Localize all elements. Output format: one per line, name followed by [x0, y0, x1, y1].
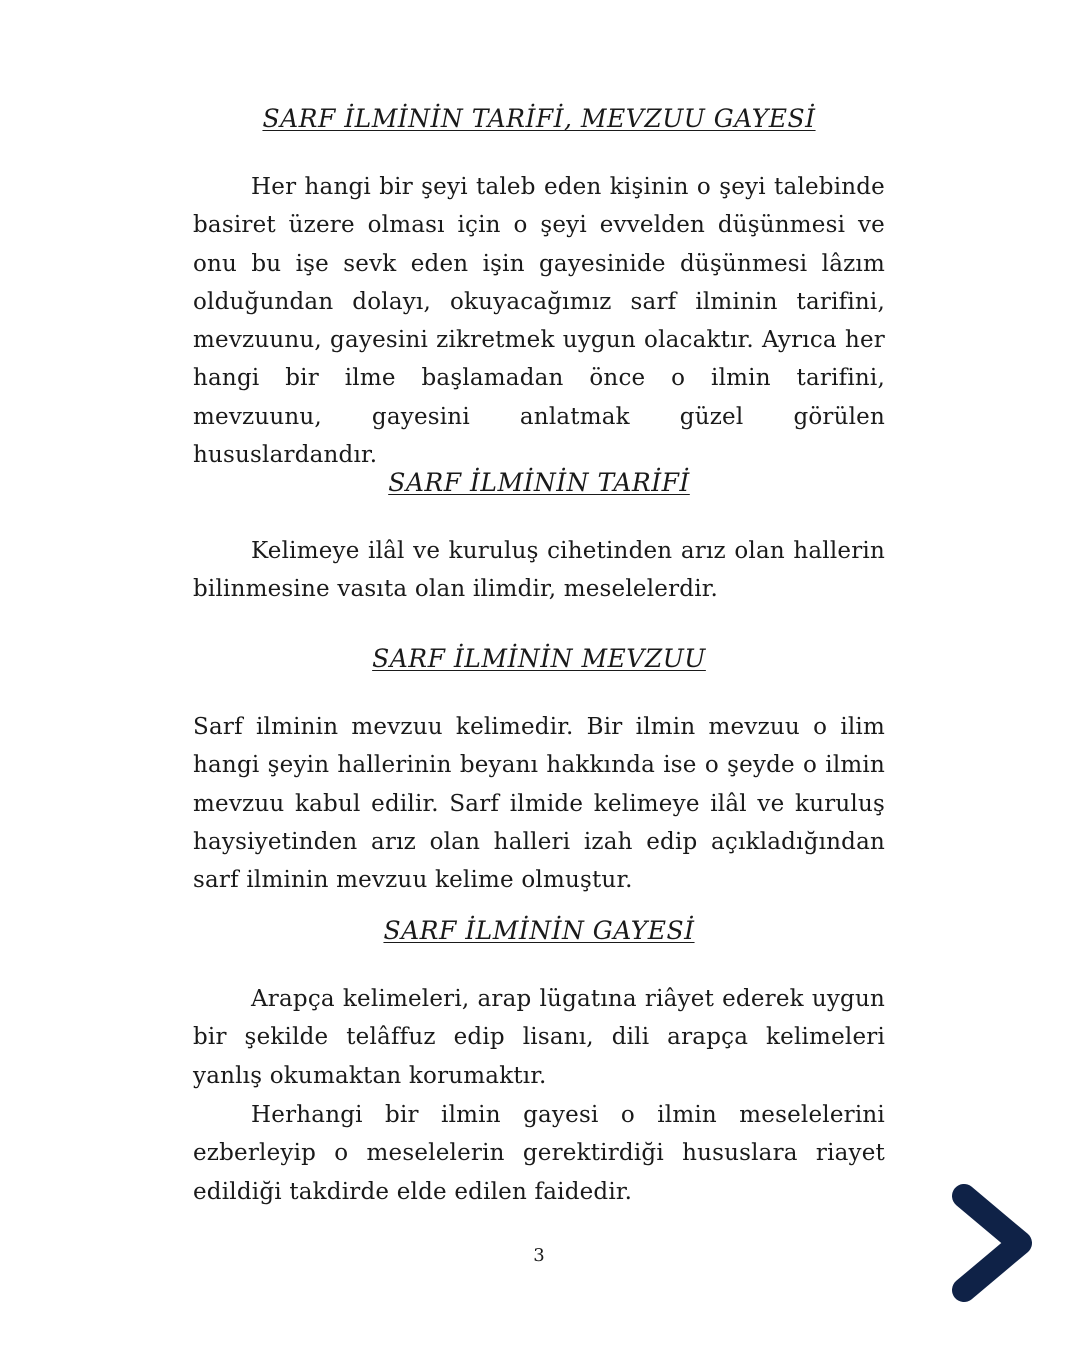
- chevron-right-icon: [948, 1182, 1038, 1304]
- paragraph-overview: Her hangi bir şeyi taleb eden kişinin o şeyi talebinde basiret üzere olması için o şeyi evvelden düşünmesi ve onu bu işe sevk eden işin gayesinide düşünmesi lâzım olduğundan dolayı, okuyacağımız sarf ilminin tarifini, mevzuunu, gayesini zikretmek uygun olacaktır. Ayrıca her hangi bir ilme başlamadan önce o ilmin tarifini, mevzuunu, gayesini anlatmak güzel görülen hususlardandır.: [193, 174, 885, 469]
- paragraph-subject: Sarf ilminin mevzuu kelimedir. Bir ilmin mevzuu o ilim hangi şeyin hallerinin beyanı hakkında ise o şeyde o ilmin mevzuu kabul edilir. Sarf ilmide kelimeye ilâl ve kuruluş haysiyetinden arız olan halleri izah edip açıkladığından sarf ilminin mevzuu kelime olmuştur.: [193, 714, 885, 894]
- page-number: 3: [533, 1245, 545, 1266]
- section-heading-overview: SARF İLMİNİN TARİFİ, MEVZUU GAYESİ: [262, 104, 816, 133]
- paragraph-purpose-1: Arapça kelimeleri, arap lügatına riâyet ederek uygun bir şekilde telâffuz edip lisanı, dili arapça kelimeleri yanlış okumaktan korumaktır.: [193, 986, 885, 1089]
- paragraph-definition: Kelimeye ilâl ve kuruluş cihetinden arız olan hallerin bilinmesine vasıta olan ilimdir, meselelerdir.: [193, 538, 885, 603]
- section-heading-definition: SARF İLMİNİN TARİFİ: [388, 468, 690, 497]
- paragraph-purpose-2: Herhangi bir ilmin gayesi o ilmin meselelerini ezberleyip o meselelerin gerektirdiği hususlara riayet edildiği takdirde elde edilen faidedir.: [193, 1102, 885, 1205]
- section-heading-purpose: SARF İLMİNİN GAYESİ: [383, 916, 695, 945]
- next-page-button[interactable]: [948, 1182, 1038, 1304]
- section-heading-subject: SARF İLMİNİN MEVZUU: [372, 644, 706, 673]
